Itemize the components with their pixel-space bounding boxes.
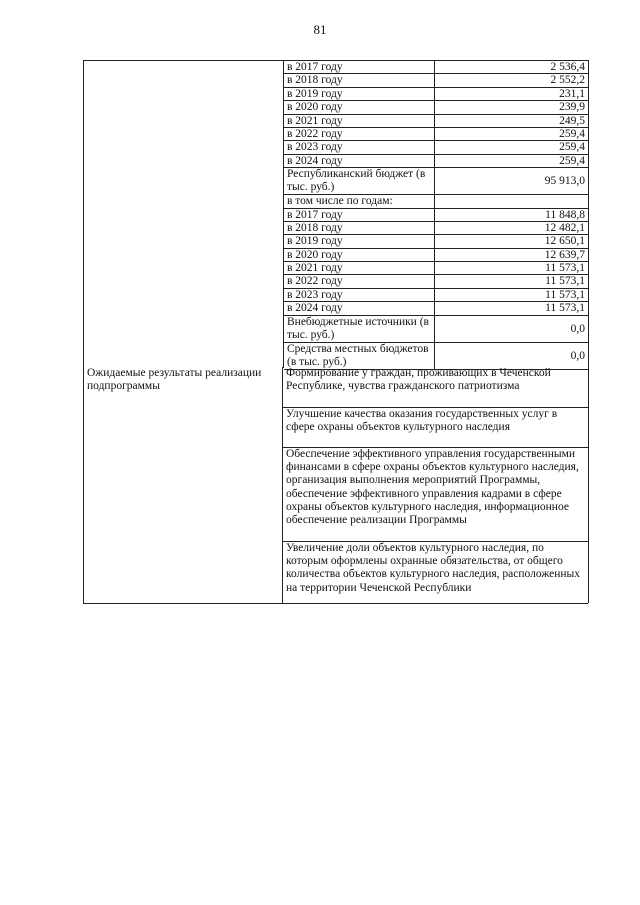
- funding-row-label: в 2021 году: [284, 115, 435, 127]
- funding-row-value: 11 573,1: [435, 302, 589, 314]
- funding-row: [284, 101, 589, 114]
- results-label: Ожидаемые результаты реализации подпрограммы: [84, 367, 283, 603]
- result-item: Улучшение качества оказания государственных услуг в сфере охраны объектов культурного наследия: [283, 408, 588, 448]
- funding-row: [284, 74, 589, 87]
- funding-row: [284, 168, 589, 195]
- funding-row: [284, 343, 589, 370]
- funding-row-value: 259,4: [435, 141, 589, 153]
- funding-row-label: Средства местных бюджетов (в тыс. руб.): [284, 343, 435, 369]
- funding-row-value: 259,4: [435, 128, 589, 140]
- funding-row: [284, 222, 589, 235]
- funding-row: [284, 61, 589, 74]
- funding-label-cell: [84, 61, 284, 368]
- results-items: [283, 367, 589, 603]
- funding-row-label: в 2022 году: [284, 275, 435, 287]
- results-section: [83, 367, 588, 604]
- funding-row-value: 231,1: [435, 88, 589, 100]
- passport-table: [83, 60, 588, 604]
- funding-row-label: в том числе по годам:: [284, 195, 435, 207]
- funding-row-value: 0,0: [435, 343, 589, 369]
- funding-row-value: 12 482,1: [435, 222, 589, 234]
- funding-row: [284, 155, 589, 168]
- funding-row: [284, 262, 589, 275]
- funding-row-label: в 2018 году: [284, 222, 435, 234]
- funding-row-label: в 2019 году: [284, 88, 435, 100]
- funding-rows: [284, 61, 589, 370]
- funding-row-value: 2 536,4: [435, 61, 589, 73]
- funding-row-value: 249,5: [435, 115, 589, 127]
- funding-row-label: в 2020 году: [284, 249, 435, 261]
- funding-row-value: 239,9: [435, 101, 589, 113]
- funding-row: [284, 209, 589, 222]
- funding-row-label: Республиканский бюджет (в тыс. руб.): [284, 168, 435, 194]
- funding-row-label: в 2017 году: [284, 209, 435, 221]
- funding-row: [284, 235, 589, 248]
- funding-row-value: 0,0: [435, 316, 589, 342]
- result-item: Обеспечение эффективного управления государственными финансами в сфере охраны объектов культурного наследия, организация выполнения мероприятий Программы, обеспечение эффективного управления кадрами в сфере охраны объектов культурного наследия, информационное обеспечение реализации Программы: [283, 448, 588, 542]
- funding-row: [284, 316, 589, 343]
- funding-row-value: 12 639,7: [435, 249, 589, 261]
- funding-row: [284, 195, 589, 208]
- funding-row-value: 95 913,0: [435, 168, 589, 194]
- funding-row-label: в 2018 году: [284, 74, 435, 86]
- funding-row: [284, 249, 589, 262]
- funding-row-label: в 2024 году: [284, 302, 435, 314]
- funding-row-value: 259,4: [435, 155, 589, 167]
- result-item: Формирование у граждан, проживающих в Чеченской Республике, чувства гражданского патриотизма: [283, 367, 588, 408]
- funding-row: [284, 289, 589, 302]
- funding-row-label: в 2021 году: [284, 262, 435, 274]
- funding-row: [284, 88, 589, 101]
- funding-row: [284, 302, 589, 315]
- funding-row-value: 11 848,8: [435, 209, 589, 221]
- funding-row-value: 2 552,2: [435, 74, 589, 86]
- funding-row-label: в 2017 году: [284, 61, 435, 73]
- result-item: Увеличение доли объектов культурного наследия, по которым оформлены охранные обязательства, от общего количества объектов культурного наследия, расположенных на территории Чеченской Республики: [286, 542, 581, 594]
- funding-row-label: в 2023 году: [284, 289, 435, 301]
- funding-row-value: 12 650,1: [435, 235, 589, 247]
- funding-row-value: 11 573,1: [435, 289, 589, 301]
- funding-row-value: [435, 195, 589, 207]
- funding-row-label: в 2020 году: [284, 101, 435, 113]
- funding-row-label: Внебюджетные источники (в тыс. руб.): [284, 316, 435, 342]
- funding-row: [284, 275, 589, 288]
- page-number: 81: [313, 22, 327, 37]
- funding-row-value: 11 573,1: [435, 275, 589, 287]
- funding-row-label: в 2022 году: [284, 128, 435, 140]
- funding-row-label: в 2019 году: [284, 235, 435, 247]
- funding-section: [83, 60, 589, 368]
- funding-row-label: в 2024 году: [284, 155, 435, 167]
- funding-row: [284, 128, 589, 141]
- funding-row: [284, 141, 589, 154]
- funding-row-value: 11 573,1: [435, 262, 589, 274]
- funding-row-label: в 2023 году: [284, 141, 435, 153]
- funding-row: [284, 115, 589, 128]
